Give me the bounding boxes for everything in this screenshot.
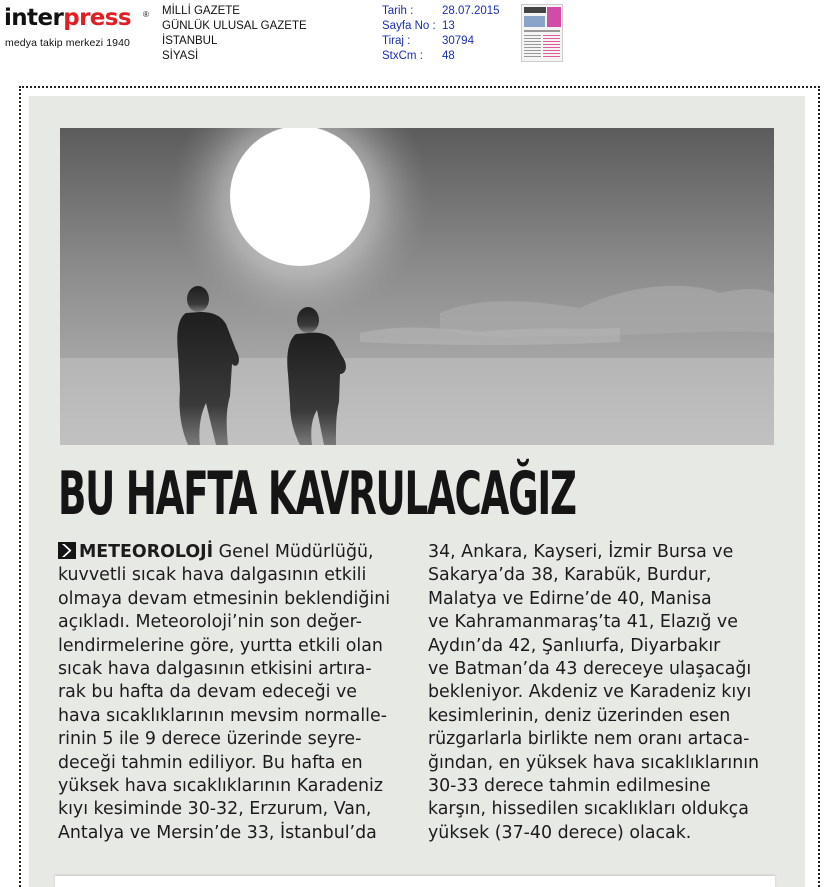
logo-wordmark: interpress [4,5,131,31]
text-line: kıyı kesiminde 30-32, Erzurum, Van, [58,799,372,820]
text-line: ve Kahramanmaraş’ta 41, Elazığ ve [428,612,738,633]
article-headline: BU HAFTA KAVRULACAĞIZ [58,459,576,529]
text-line: Sakarya’da 38, Karabük, Burdur, [428,565,712,586]
text-line: yüksek (37-40 derece) olacak. [428,822,692,843]
kicker-arrow-icon [58,542,76,559]
text-line: yüksek hava sıcaklıklarının Karadeniz [58,776,383,797]
text-line: 34, Ankara, Kayseri, İzmir Bursa ve [428,542,734,562]
text-line: sıcak hava dalgasının etkisini artıra- [58,659,372,680]
text-line: hava sıcaklıklarının mevsim normalle- [58,705,387,726]
registered-mark: ® [143,10,149,19]
meta-stxcm: StxCm : 48 [382,50,455,62]
publication-city: İSTANBUL [162,35,218,47]
text-line: kuvvetli sıcak hava dalgasının etkili [58,565,367,586]
logo-tagline: medya takip merkezi 1940 [5,37,130,49]
text-line: olmaya devam etmesinin beklendiğini [58,588,391,609]
interpress-logo [4,4,154,52]
text-line: bekleniyor. Akdeniz ve Karadeniz kıyı [428,682,752,703]
text-line: rüzgarlarla birlikte nem oranı artaca- [428,729,750,750]
publication-info [162,4,307,64]
text-line: açıkladı. Meteoroloji’nin son değer- [58,612,362,633]
meta-page: Sayfa No : 13 [382,20,455,32]
text-line: karşın, hissedilen sıcaklıkları oldukça [428,799,749,820]
kicker: METEOROLOJİ [79,542,214,562]
sun-silhouettes-image [60,128,774,445]
page-thumbnail[interactable] [521,4,563,62]
article-photo [60,128,774,445]
text-line: Malatya ve Edirne’de 40, Manisa [428,588,712,609]
kicker-line: METEOROLOJİ Genel Müdürlüğü, [58,541,390,564]
meta-date: Tarih : 28.07.2015 [382,5,500,17]
meta-circulation: Tiraj : 30794 [382,35,474,47]
clipping-meta [382,4,500,64]
text-line: deceği tahmin ediliyor. Bu hafta en [58,752,363,773]
text-line: rak bu hafta da devam edeceği ve [58,682,357,703]
publication-type: GÜNLÜK ULUSAL GAZETE [162,20,307,32]
text-line: lendirmelerine göre, yurtta etkili olan [58,635,383,656]
next-article-edge [55,876,775,887]
text-line: Aydın’da 42, Şanlıurfa, Diyarbakır [428,635,721,656]
text-line: rinin 5 ile 9 derece üzerinde seyre- [58,729,362,750]
text-line: ve Batman’da 43 dereceye ulaşacağı [428,659,752,680]
text-line: 30-33 derece tahmin edilmesine [428,776,711,797]
article-column-1 [58,541,390,845]
publication-category: SİYASİ [162,50,199,62]
text-line: Antalya ve Mersin’de 33, İstanbul’da [58,822,377,843]
publication-name: MİLLİ GAZETE [162,5,240,17]
article-column-2 [428,541,759,845]
text-line: kesimlerinin, deniz üzerinden esen [428,705,731,726]
text-line: ğından, en yüksek hava sıcaklıklarının [428,752,760,773]
